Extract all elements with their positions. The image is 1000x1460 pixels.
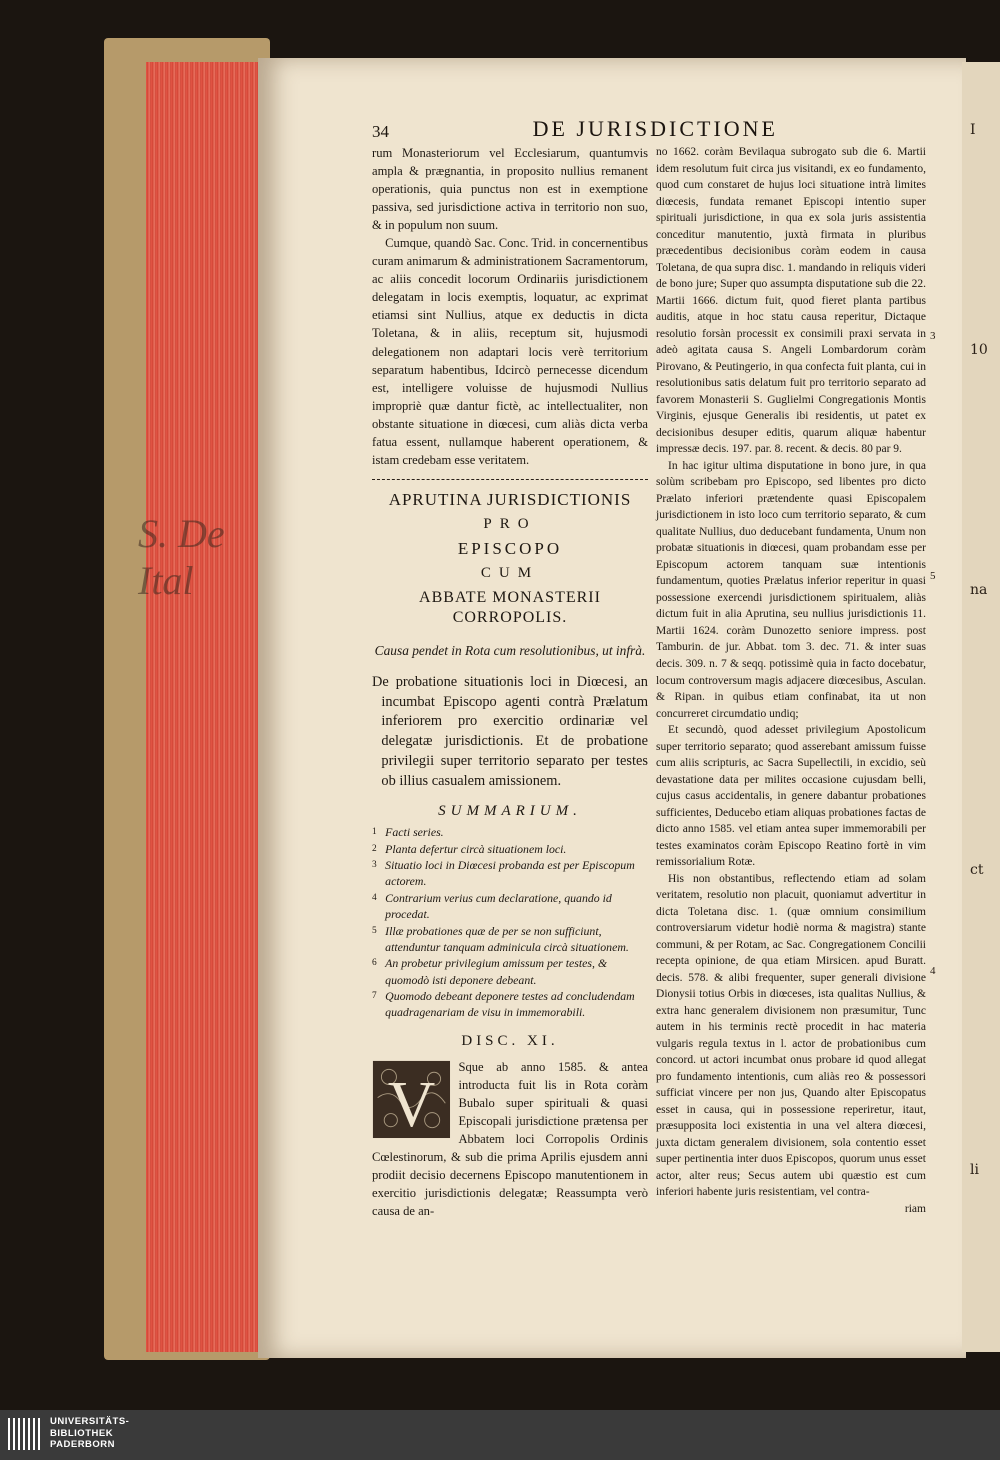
summarium-item: 7 Quomodo debeant deponere testes ad concludendam quadragenariam de visu in immemorabili. [372, 989, 635, 1020]
section-title: EPISCOPO [457, 538, 563, 558]
paragraph: no 1662. coràm Bevilaqua subrogato sub die 6. Martii idem resolutum fuit circa jus visitandi, ex eo fundamento, quod cum constaret de hujus loci situatione intrà limites diœcesis, fundata remanet Episcopi intentio super spirituali jurisdictione, in qua ex sola juris assistentia conceditur manutentio, juxtà firmata in pluribus præcedentibus decisionibus coràm eodem in causa Toletana, de qua supra disc. 1. mandando in reliquis videri de bono jure; Super quo assumpta disputatione sub die 22. Martii 1666. dictum fuit, quod fieret planta partibus auditis, atque in hoc statu causa reperitur, Dictaque resolutio forsàn processit ex consimili praxi servata in adeò agitata causa S. Angeli Lombardorum coràm Pirovano, & Peutingerio, in qua confecta fuit planta, cui in resolutionibus satis delatum fuit pro territorio separato ad favorem Monasterii S. Guglielmi Congregationis Montis Virginis, ejusque Generalis ibi residentis, ut patet ex decisionibus desuper editis, quarum aliquæ habentur impressæ decis. 197. par. 8. recent. & decis. 80 par 9. [656, 146, 926, 456]
paragraph: rum Monasteriorum vel Ecclesiarum, quantumvis ampla & prægnantia, in proposito nullius remanent operationis, quia punctus non est in exemptione passiva, sed jurisdictione activa in territorio non suo, & in populum non suum. [372, 146, 648, 233]
decorated-initial-v-icon [372, 1060, 451, 1139]
section-title: ABBATE MONASTERII CORROPOLIS. [419, 588, 601, 626]
summarium-heading: SUMMARIUM. [438, 803, 582, 820]
paragraph: In hac igitur ultima disputatione in bono jure, in qua solùm scribebam pro Episcopo, sed libentes pro dicto Prælato inferiori prætendente quasi Episcopalem jurisdictionem in isto loco cum territorio separato, & cum qualitate Nullius, duo deducebant fundamenta, Unum non probatæ situationis in diœcesi, quam probandam esse per Episcopum actorem tanquam suæ intentionis fundamentum, quoties Prælatus inferior reperitur in quasi possessione exercendi jurisdictionem spiritualem, aliàs dictum fuit in alia Aprutina, seu nullius jurisdictionis 11. Martii 1624. coràm Dunozetto seniore impress. post Tamburin. de jur. Abbat. tom 3. dec. 71. & inter suas decis. 309. n. 7 & seqq. potissimè quia in facto docebatur, locum controversum magis adjacere diœcesibus, Asculan. & Ripan. in quibus etiam confinabat, ita ut non concurreret circumdatio undiq; [656, 459, 926, 720]
margin-number: 5 [930, 570, 936, 582]
disc-body: V Sque ab anno 1585. & antea introducta fuit lis in Rota coràm Bubalo super spirituali & quasi Episcopali jurisdictione prætensa per Abbatem loci Corropolis Ordinis Cœlestinorum, & sub die prima Aprilis ejusdem anni prodiit decisio decernens Episcopo manutentionem in exercitio jurisdictionis delegatæ; Reassumpta verò causa de an- [372, 1059, 648, 1219]
library-footer-bar [0, 1410, 1000, 1460]
facing-page-fragment: ct [970, 862, 984, 878]
summarium-item: 3 Situatio loci in Diœcesi probanda est per Episcopum actorem. [372, 858, 635, 889]
causa-note: Causa pendet in Rota cum resolutionibus, ut infrà. [374, 642, 646, 658]
library-name: UNIVERSITÄTS- BIBLIOTHEK PADERBORN [50, 1416, 130, 1450]
summarium-item: 6 An probetur privilegium amissum per testes, & quomodò isti deponere debeant. [372, 956, 608, 987]
library-logo-icon [8, 1418, 42, 1450]
facing-page-fragment: I [970, 122, 976, 138]
facing-page-sliver [962, 62, 1000, 1352]
red-page-edges [146, 62, 260, 1352]
running-head: DE JURISDICTIONE [532, 116, 778, 141]
summarium-item: 4 Contrarium verius cum declaratione, quando id procedat. [372, 890, 612, 922]
facing-page-fragment: li [970, 1162, 979, 1178]
page-header [372, 116, 778, 146]
facing-page-fragment: na [970, 582, 988, 598]
divider [372, 479, 648, 482]
right-column [656, 144, 926, 1218]
section-title: PRO [483, 515, 537, 532]
section-title: APRUTINA JURISDICTIONIS [388, 489, 632, 509]
summarium-item: 2 Planta defertur circà situationem loci. [372, 841, 567, 856]
paragraph: His non obstantibus, reflectendo etiam ad solam veritatem, resolutio non placuit, quoniamut advertitur in dicta Toletana disc. 1. (quæ omnium consimilium controversiarum videtur hodiè norma & magistra) stante communi, & per Rotam, ac Sac. Congregationem Concilii recepta opinione, de qua etiam Mirsicen. apud Buratt. decis. 578. & alibi frequenter, super generali divisione Dionysii totius Orbis in diœceses, ista qualitas Nullius, & extra hanc generalem divisionem non præsumitur, Tunc autem in his terminis rectè procedit in hac materia vulgaris regula textus in l. actor de probationibus cum concord. ut actori incumbat onus probare id quod allegat pro fundamento intentionis, cum aliàs reo & possessori sufficiat vincere per non jus, Quando alter Episcopatus esset in causa, qui in possessione reperiretur, itaut, præsupposita loci existentia in una vel altera diœcesi, juxta dictam generalem divisionem, sola contentio esset super pertinentia inter duos Episcopos, quorum unus esset actor, alter reus; Secus autem ubi quæstio est cum inferiori habente juris resistentiam, vel contra- [656, 872, 926, 1199]
disc-heading: DISC. XI. [461, 1032, 559, 1049]
summarium-item: 5 Illæ probationes quæ de per se non sufficiunt, attenduntur tanquam adminicula circà situationem. [372, 923, 629, 954]
margin-number: 4 [930, 965, 936, 977]
svg-text:V: V [387, 1067, 436, 1139]
paragraph: Cumque, quandò Sac. Conc. Trid. in concernentibus curam animarum & administrationem Sacramentorum, ac aliis concedit locorum Ordinariis jurisdictionem delegatam in locis exemptis, loquatur, ac exprimat etiamsi sint Nullius, atque ex deductis in dicta Toletana, & in aliis, receptum sit, hujusmodi delegationem non adaptari locis verè territorium separatum habentibus, Idcircò pernecesse dicendum est, intelligere voluisse de hujusmodi Nullius impropriè quæ dantur fictè, ac intellectualiter, non obstante situatione in diœcesi, cum aliàs dicta verba fatua essent, nullamque haberent operationem, & istam credebam esse veritatem. [372, 236, 648, 467]
summarium-item: 1 Facti series. [372, 825, 444, 840]
catchword: riam [904, 1203, 926, 1215]
paragraph: Et secundò, quod adesset privilegium Apostolicum super territorio separato; quod asserebant amissum fuisse cum aliis scripturis, ac Sacra Supellectili, in excidio, seù devastatione data per milites occasione cujusdam belli, cujus casus accidentalis, in genere dabantur probationes sufficientes, Deducebo etiam aliquas probationes factas de dicto anno 1585. vel etiam antea super immemorabili per testes examinatos coràm Episcopo Reatino fortè in vim remissorialium Rotæ. [656, 724, 926, 869]
facing-page-fragment: 10 [970, 342, 988, 358]
bleed-through-marks: S. De Ital [138, 511, 225, 603]
left-column [372, 144, 648, 1220]
summarium-list [372, 824, 648, 1020]
section-title: CUM [480, 564, 540, 581]
page-number: 34 [372, 122, 389, 141]
margin-number: 3 [930, 330, 936, 342]
case-summary: De probatione situationis loci in Diœcesi, an incumbat Episcopo agenti contrà Prælatum inferiorem pro exercitio ordinariæ vel delegatæ jurisdictionis. Et de probatione privilegii super territorio separato per testes ob illius casualem amissionem. [372, 674, 648, 789]
